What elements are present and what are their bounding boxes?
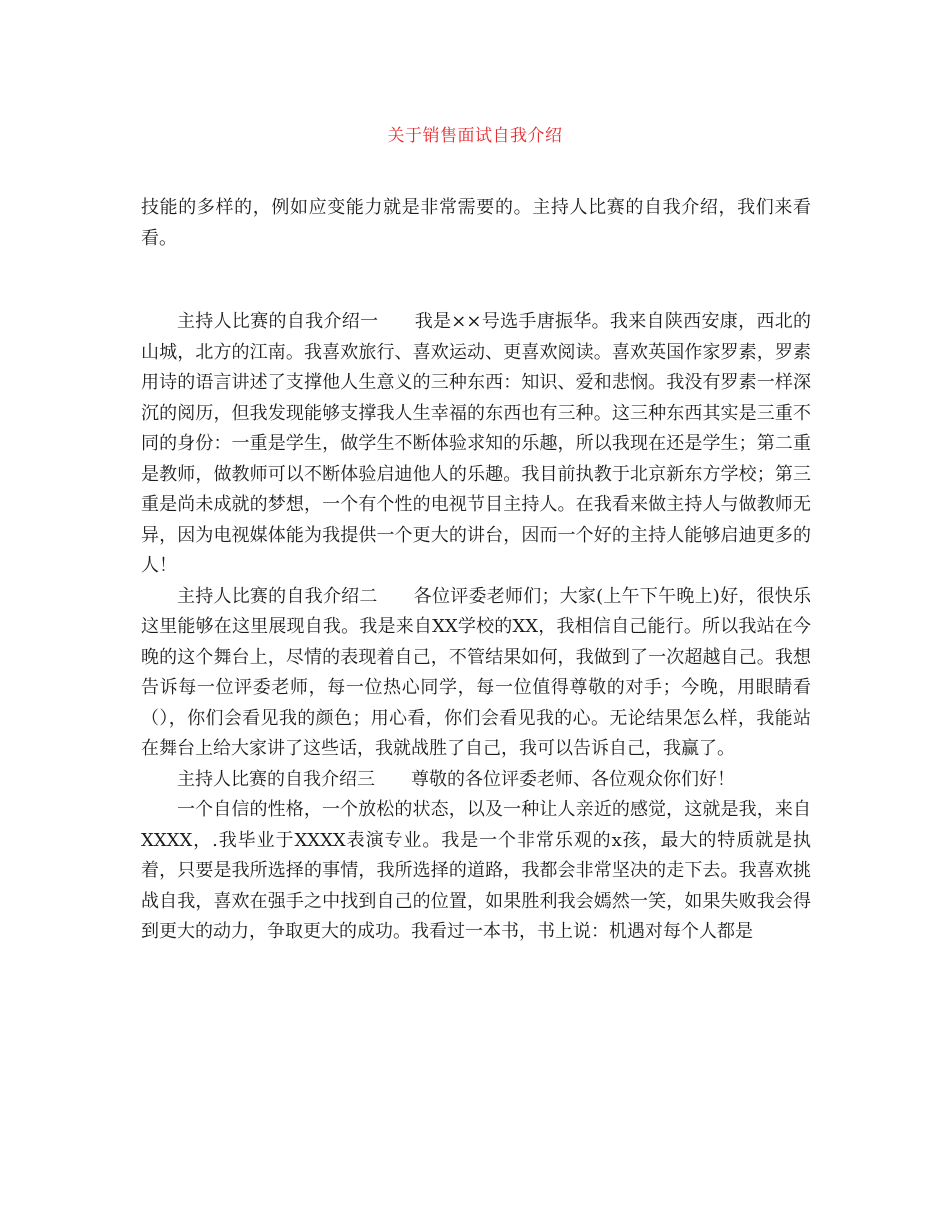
document-title: 关于销售面试自我介绍 xyxy=(387,126,563,146)
document-body xyxy=(141,193,811,948)
section-three-paragraph xyxy=(141,765,811,796)
section-two-text: 各位评委老师们；大家(上午下午晚上)好，很快乐这里能够在这里展现自我。我是来自XX学校的XX，我相信自己能行。所以我站在今晚的这个舞台上，尽情的表现着自己，不管结果如何，我做到了一次超越自己。我想告诉每一位评委老师，每一位热心同学，每一位值得尊敬的对手；今晚，用眼睛看（），你们会看见我的颜色；用心看，你们会看见我的心。无论结果怎么样，我能站在舞台上给大家讲了这些话，我就战胜了自己，我可以告诉自己，我赢了。 xyxy=(141,585,812,759)
section-one-heading: 主持人比赛的自我介绍一 xyxy=(177,311,379,332)
section-one-text: 我是××号选手唐振华。我来自陕西安康，西北的山城，北方的江南。我喜欢旅行、喜欢运动、更喜欢阅读。喜欢英国作家罗素，罗素用诗的语言讲述了支撑他人生意义的三种东西：知识、爱和悲悯。我没有罗素一样深沉的阅历，但我发现能够支撑我人生幸福的东西也有三种。这三种东西其实是三重不同的身份：一重是学生，做学生不断体验求知的乐趣，所以我现在还是学生；第二重是教师，做教师可以不断体验启迪他人的乐趣。我目前执教于北京新东方学校；第三重是尚未成就的梦想，一个有个性的电视节目主持人。在我看来做主持人与做教师无异，因为电视媒体能为我提供一个更大的讲台，因而一个好的主持人能够启迪更多的人！ xyxy=(141,311,812,576)
section-three-text: 尊敬的各位评委老师、各位观众你们好！ xyxy=(411,768,735,790)
closing-paragraph: 一个自信的性格，一个放松的状态，以及一种让人亲近的感觉，这就是我，来自XXXX，.我毕业于XXXX表演专业。我是一个非常乐观的x孩，最大的特质就是执着，只要是我所选择的事情，我所选择的道路，我都会非常坚决的走下去。我喜欢挑战自我，喜欢在强手之中找到自己的位置，如果胜利我会嫣然一笑，如果失败我会得到更大的动力，争取更大的成功。我看过一本书，书上说：机遇对每个人都是 xyxy=(141,799,811,942)
section-three-heading: 主持人比赛的自我介绍三 xyxy=(177,768,375,790)
intro-paragraph: 技能的多样的，例如应变能力就是非常需要的。主持人比赛的自我介绍，我们来看看。 xyxy=(141,197,811,249)
section-one-paragraph xyxy=(141,307,811,582)
section-two-heading: 主持人比赛的自我介绍二 xyxy=(177,585,378,607)
section-two-paragraph xyxy=(141,582,811,765)
